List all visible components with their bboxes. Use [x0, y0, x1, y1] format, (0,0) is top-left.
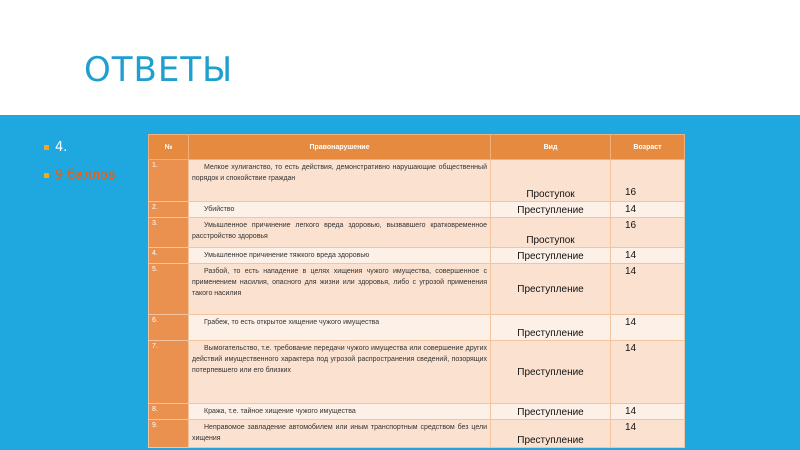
table-row [149, 218, 685, 248]
bullet-text: 9 баллов [55, 168, 116, 183]
row-age: 14 [611, 202, 685, 218]
row-age: 14 [611, 341, 685, 404]
row-offense [189, 202, 491, 218]
row-age: 14 [611, 248, 685, 264]
row-offense [189, 404, 491, 420]
row-type: Преступление [491, 315, 611, 341]
table-row [149, 420, 685, 448]
offense-text: Вымогательство, т.е. требование передачи чужого имущества или совершение других действий имущественного характера под угрозой распространения сведений, позорящих потерпевшего или его близких [192, 345, 487, 374]
row-number: 6. [149, 315, 189, 341]
offense-text: Мелкое хулиганство, то есть действия, демонстративно нарушающие общественный порядок и спокойствие граждан [192, 164, 487, 182]
header-type: Вид [491, 135, 611, 160]
offense-text: Разбой, то есть нападение в целях хищения чужого имущества, совершенное с применением насилия, опасного для жизни или здоровья, либо с угрозой применения такого насилия [192, 268, 487, 297]
row-offense [189, 315, 491, 341]
bullet-text: 4. [55, 140, 68, 155]
offense-text: Неправомое завладение автомобилем или иным транспортным средством без цели хищения [192, 424, 487, 442]
row-offense [189, 218, 491, 248]
row-type: Преступление [491, 202, 611, 218]
row-number: 7. [149, 341, 189, 404]
row-age: 16 [611, 218, 685, 248]
table-row [149, 264, 685, 315]
offense-text: Кража, т.е. тайное хищение чужого имущества [204, 408, 356, 415]
row-type: Преступление [491, 264, 611, 315]
row-number: 2. [149, 202, 189, 218]
offense-text: Умышленное причинение легкого вреда здоровью, вызвавшего кратковременное расстройство здоровья [192, 222, 487, 240]
table-row [149, 248, 685, 264]
offense-text: Грабеж, то есть открытое хищение чужого имущества [204, 319, 380, 326]
table-row [149, 315, 685, 341]
row-offense [189, 248, 491, 264]
row-number: 8. [149, 404, 189, 420]
row-type: Проступок [491, 160, 611, 202]
bullet-icon [44, 173, 49, 178]
row-offense [189, 160, 491, 202]
header-age: Возраст [611, 135, 685, 160]
row-type: Преступление [491, 341, 611, 404]
row-age: 16 [611, 160, 685, 202]
row-type: Преступление [491, 248, 611, 264]
bullet-item [44, 140, 116, 155]
bullet-icon [44, 145, 49, 150]
table-row [149, 404, 685, 420]
offense-text: Умышленное причинение тяжкого вреда здоровью [204, 252, 370, 259]
bullet-item [44, 168, 116, 183]
row-age: 14 [611, 264, 685, 315]
row-number: 1. [149, 160, 189, 202]
table-header-row [149, 135, 685, 160]
row-offense [189, 341, 491, 404]
row-type: Преступление [491, 404, 611, 420]
row-age: 14 [611, 420, 685, 448]
table-row [149, 341, 685, 404]
header-offense: Правонарушение [189, 135, 491, 160]
row-number: 9. [149, 420, 189, 448]
row-age: 14 [611, 315, 685, 341]
row-offense [189, 264, 491, 315]
row-number: 3. [149, 218, 189, 248]
header-num: № [149, 135, 189, 160]
table-row [149, 160, 685, 202]
table-row [149, 202, 685, 218]
row-age: 14 [611, 404, 685, 420]
row-number: 4. [149, 248, 189, 264]
bullet-list [44, 140, 116, 196]
answers-table [148, 134, 685, 448]
row-type: Проступок [491, 218, 611, 248]
page-title: ОТВЕТЫ [84, 50, 234, 90]
row-type: Преступление [491, 420, 611, 448]
row-number: 5. [149, 264, 189, 315]
title-area [0, 0, 800, 115]
offense-text: Убийство [204, 206, 235, 213]
row-offense [189, 420, 491, 448]
